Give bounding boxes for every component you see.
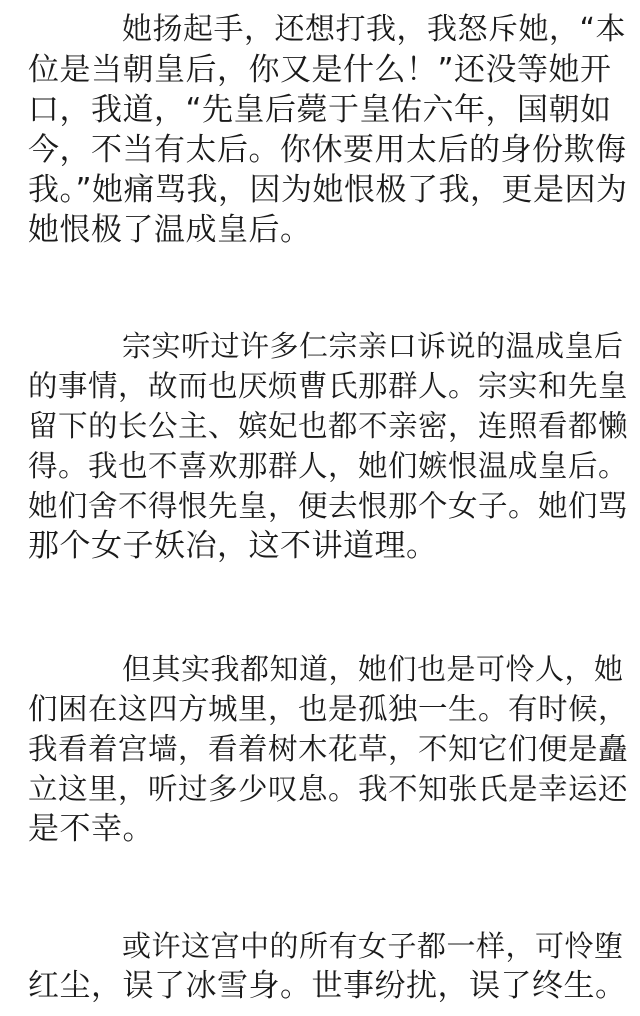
paragraph-line: 她扬起手，还想打我，我怒斥她，“本 <box>122 12 627 47</box>
paragraph-line: 得。我也不喜欢那群人，她们嫉恨温成皇后。 <box>28 449 629 483</box>
paragraph-line: 她们舍不得恨先皇，便去恨那个女子。她们骂 <box>28 489 629 523</box>
paragraph-line: 口，我道，“先皇后薨于皇佑六年，国朝如 <box>28 92 612 128</box>
paragraph-line: 红尘，误了冰雪身。世事纷扰，误了终生。 <box>28 968 627 1004</box>
paragraph-line: 的事情，故而也厌烦曹氏那群人。宗实和先皇 <box>28 369 629 403</box>
paragraph-2 <box>28 326 628 566</box>
paragraph-line: 但其实我都知道，她们也是可怜人，她 <box>122 652 624 686</box>
paragraph-3 <box>28 649 628 849</box>
paragraph-line: 们困在这四方城里，也是孤独一生。有时候， <box>28 692 629 726</box>
paragraph-line: 那个女子妖冶，这不讲道理。 <box>28 528 438 564</box>
paragraph-line: 或许这宫中的所有女子都一样，可怜堕 <box>122 929 624 963</box>
paragraph-4 <box>28 926 628 1006</box>
paragraph-line: 今，不当有太后。你休要用太后的身份欺侮 <box>28 132 627 168</box>
paragraph-line: 我看着宫墙，看着树木花草，不知它们便是矗 <box>28 732 629 766</box>
paragraph-line: 我。”她痛骂我，因为她恨极了我，更是因为 <box>28 172 628 208</box>
paragraph-1 <box>28 10 628 250</box>
paragraph-line: 留下的长公主、嫔妃也都不亲密，连照看都懒 <box>28 409 629 443</box>
paragraph-line: 位是当朝皇后，你又是什么！”还没等她开 <box>28 52 612 88</box>
paragraph-line: 是不幸。 <box>28 811 154 847</box>
paragraph-line: 宗实听过许多仁宗亲口诉说的温成皇后 <box>122 329 624 363</box>
paragraph-line: 她恨极了温成皇后。 <box>28 212 312 248</box>
paragraph-line: 立这里，听过多少叹息。我不知张氏是幸运还 <box>28 772 629 806</box>
